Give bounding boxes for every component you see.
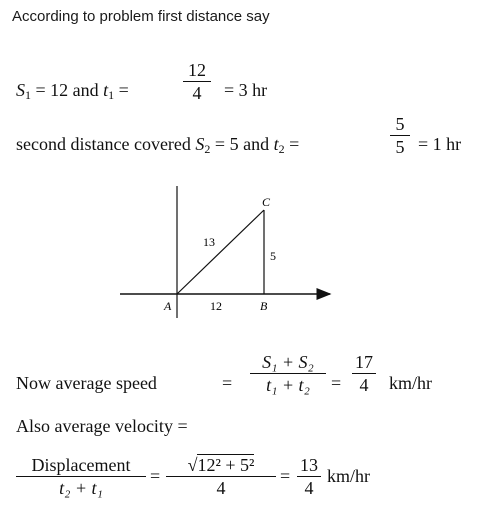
avg-speed-eq2: = bbox=[331, 373, 342, 393]
line1-denominator: 4 bbox=[192, 83, 202, 103]
line2-numerator: 5 bbox=[395, 114, 405, 134]
sqrt-icon: √ bbox=[187, 455, 198, 475]
label-vert: 5 bbox=[270, 249, 276, 263]
avg-speed-value bbox=[352, 352, 376, 395]
displacement-fraction bbox=[16, 455, 146, 498]
line2-denominator: 5 bbox=[395, 137, 405, 157]
line2-result: = 1 hr bbox=[418, 134, 462, 154]
line2-mid: = 5 and bbox=[214, 134, 270, 154]
avg-speed-denominator: t₁ + t₂ bbox=[266, 375, 310, 395]
sqrt-denominator: 4 bbox=[216, 478, 226, 498]
line1-eq: = 12 and bbox=[35, 80, 99, 100]
displacement-eq2: = bbox=[280, 466, 291, 486]
avg-speed-eq1: = bbox=[222, 373, 233, 393]
displacement-value-den: 4 bbox=[304, 478, 314, 498]
sqrt-radicand: 12² + 5² bbox=[197, 455, 255, 475]
label-base: 12 bbox=[210, 299, 222, 313]
fraction-bar bbox=[390, 135, 410, 136]
label-b: B bbox=[260, 299, 268, 313]
velocity-label: Also average velocity = bbox=[16, 416, 188, 436]
avg-speed-value-den: 4 bbox=[359, 375, 369, 395]
fraction-bar bbox=[250, 373, 326, 374]
displacement-numerator: Displacement bbox=[31, 455, 131, 475]
displacement-eq1: = bbox=[150, 466, 161, 486]
line2-text bbox=[16, 134, 299, 157]
line2-prefix: second distance covered bbox=[16, 134, 191, 154]
line1-result: = 3 hr bbox=[224, 80, 268, 100]
line2-fraction bbox=[390, 114, 410, 157]
fraction-bar bbox=[352, 373, 376, 374]
line2-eq: = bbox=[289, 134, 300, 154]
line1-numerator: 12 bbox=[188, 60, 206, 80]
t1-symbol: $t_1$ bbox=[103, 80, 115, 102]
avg-speed-label: Now average speed bbox=[16, 373, 157, 393]
avg-speed-fraction bbox=[250, 352, 326, 395]
fraction-bar bbox=[183, 81, 211, 82]
avg-speed-numerator: S₁ + S₂ bbox=[262, 352, 314, 372]
t2-symbol: $t_2$ bbox=[273, 134, 285, 156]
fraction-bar bbox=[166, 476, 276, 477]
fraction-bar bbox=[297, 476, 321, 477]
line1-text bbox=[16, 80, 129, 103]
sqrt-fraction bbox=[166, 455, 276, 498]
s2-symbol: $S_2$ bbox=[195, 134, 211, 156]
triangle-diagram bbox=[0, 180, 489, 330]
s1-symbol: $S_1$ bbox=[16, 80, 31, 102]
hypotenuse-ac bbox=[177, 210, 264, 294]
avg-speed-value-num: 17 bbox=[355, 352, 373, 372]
displacement-denominator: t₂ + t₁ bbox=[59, 478, 103, 498]
displacement-value-num: 13 bbox=[300, 455, 318, 475]
displacement-value bbox=[297, 455, 321, 498]
line1-eq2: = bbox=[118, 80, 129, 100]
label-c: C bbox=[262, 195, 271, 209]
intro-text: According to problem first distance say bbox=[12, 8, 270, 25]
displacement-unit: km/hr bbox=[327, 466, 370, 486]
line1-fraction bbox=[183, 60, 211, 103]
fraction-bar bbox=[16, 476, 146, 477]
label-hyp: 13 bbox=[203, 235, 215, 249]
avg-speed-unit: km/hr bbox=[389, 373, 432, 393]
sqrt-expression bbox=[166, 455, 276, 475]
label-a: A bbox=[164, 299, 172, 313]
